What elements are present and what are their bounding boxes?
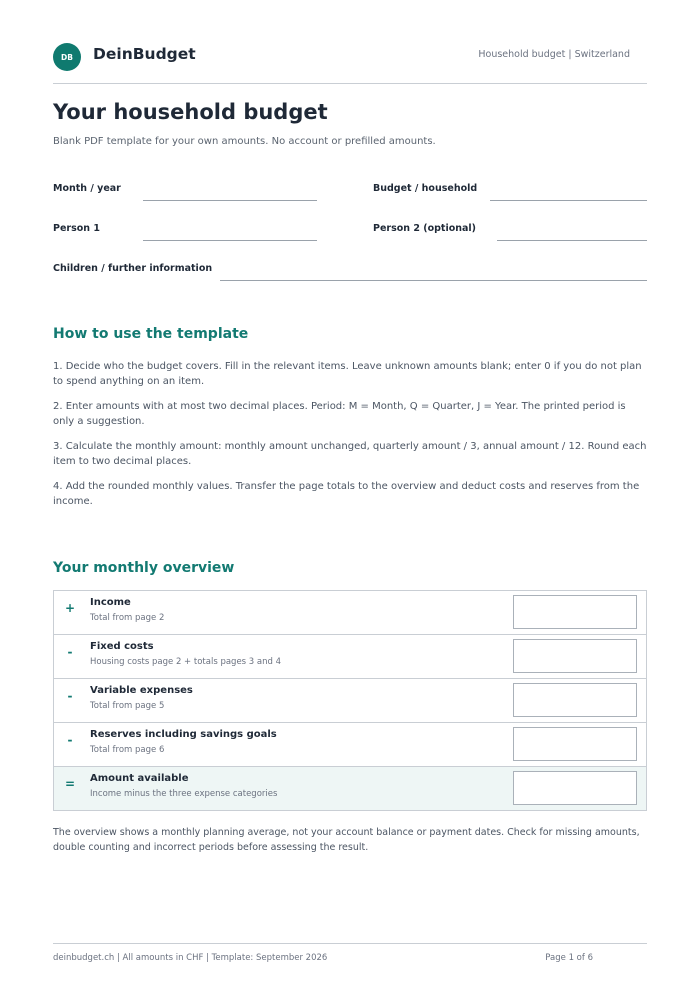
row-title: Fixed costs — [90, 641, 154, 652]
reserves-amount-field[interactable] — [513, 727, 637, 761]
footer-divider — [53, 943, 647, 944]
page-subtitle: Blank PDF template for your own amounts. No account or prefilled amounts. — [53, 136, 436, 147]
children-field[interactable] — [220, 280, 647, 281]
logo-initials: DB — [61, 52, 73, 62]
plus-sign: + — [64, 601, 76, 615]
overview-row-fixed-costs — [54, 635, 646, 679]
variable-expenses-amount-field[interactable] — [513, 683, 637, 717]
income-amount-field[interactable] — [513, 595, 637, 629]
row-title: Amount available — [90, 773, 189, 784]
overview-note: The overview shows a monthly planning average, not your account balance or payment dates. Check for missing amounts, double counting and incorrect periods before assessing the result. — [53, 827, 640, 853]
header-meta: Household budget | Switzerland — [478, 49, 630, 60]
instructions-title: How to use the template — [53, 326, 249, 342]
person1-label: Person 1 — [53, 223, 100, 234]
person1-field[interactable] — [143, 240, 317, 241]
overview-title: Your monthly overview — [53, 560, 235, 576]
month-year-field[interactable] — [143, 200, 317, 201]
page-number: Page 1 of 6 — [545, 953, 593, 963]
brand-name: DeinBudget — [93, 45, 196, 63]
header-divider — [53, 83, 647, 84]
instruction-step: 3. Calculate the monthly amount: monthly amount unchanged, quarterly amount / 3, annual amount / 12. Round each item to two decimal places. — [53, 441, 647, 467]
overview-row-reserves — [54, 723, 646, 767]
minus-sign: - — [67, 733, 73, 747]
person2-label: Person 2 (optional) — [373, 223, 477, 234]
row-subtitle: Income minus the three expense categories — [90, 789, 278, 799]
row-title: Variable expenses — [90, 685, 193, 696]
children-label: Children / further information — [53, 263, 213, 274]
minus-sign: - — [67, 689, 73, 703]
overview-row-variable-expenses — [54, 679, 646, 723]
instruction-step: 2. Enter amounts with at most two decimal places. Period: M = Month, Q = Quarter, J = Year. The printed period is only a suggestion. — [53, 401, 626, 427]
overview-row-amount-available — [54, 767, 646, 810]
instruction-step: 1. Decide who the budget covers. Fill in the relevant items. Leave unknown amounts blank; enter 0 if you do not plan to spend anything on an item. — [53, 361, 642, 387]
row-title: Reserves including savings goals — [90, 729, 277, 740]
budget-household-field[interactable] — [490, 200, 647, 201]
amount-available-field[interactable] — [513, 771, 637, 805]
fixed-costs-amount-field[interactable] — [513, 639, 637, 673]
row-subtitle: Total from page 5 — [90, 701, 165, 711]
logo — [53, 43, 81, 71]
budget-household-label: Budget / household — [373, 183, 478, 194]
month-year-label: Month / year — [53, 183, 121, 194]
row-subtitle: Total from page 2 — [90, 613, 165, 623]
overview-row-income — [54, 591, 646, 635]
overview-table — [53, 590, 647, 811]
footer-info: deinbudget.ch | All amounts in CHF | Template: September 2026 — [53, 953, 328, 963]
row-subtitle: Total from page 6 — [90, 745, 165, 755]
row-title: Income — [90, 597, 131, 608]
instruction-step: 4. Add the rounded monthly values. Transfer the page totals to the overview and deduct costs and reserves from the income. — [53, 481, 640, 507]
equals-sign: = — [64, 777, 76, 791]
page-title: Your household budget — [53, 100, 328, 124]
minus-sign: - — [67, 645, 73, 659]
person2-field[interactable] — [497, 240, 647, 241]
row-subtitle: Housing costs page 2 + totals pages 3 and 4 — [90, 657, 282, 667]
